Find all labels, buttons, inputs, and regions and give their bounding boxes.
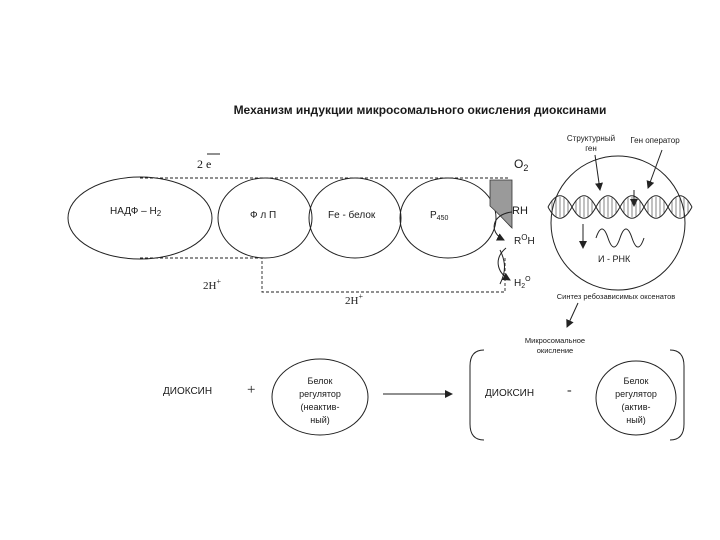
operator-gene-label: Ген оператор	[630, 136, 680, 145]
dioxin-left-label: ДИОКСИН	[163, 386, 213, 397]
inactive-regulator-line1: Белок	[307, 376, 333, 386]
mrna-wave	[596, 229, 644, 247]
proton-path	[140, 258, 505, 292]
active-site-wedge	[490, 180, 512, 228]
oxygen-uptake-curve	[500, 250, 505, 284]
oxygen-label: $O_2$	[514, 157, 529, 173]
protons-bottom-label: 2H+	[345, 292, 363, 307]
microsomal-oxidation-line1: Микросомальное	[524, 336, 586, 345]
complex-bond-dash: -	[567, 383, 572, 398]
active-regulator-line1: Белок	[623, 376, 649, 386]
mrna-label: И - РНК	[598, 254, 631, 264]
nadph-ellipse	[68, 177, 212, 259]
dna-strand-2	[548, 196, 692, 219]
cytochrome-p450-label: $Р_{450}$	[430, 210, 449, 222]
inactive-regulator-line2: регулятор	[299, 389, 341, 399]
inactive-regulator-line4: ный)	[310, 415, 330, 425]
diagram-title: Механизм индукции микросомального окисления диоксинами	[233, 103, 607, 117]
flavoprotein-label: Ф л П	[250, 210, 277, 221]
structural-gene-label-line1: Структурный	[566, 134, 616, 143]
complex-left-bracket	[470, 350, 484, 440]
iron-protein-label: Fe - белок	[328, 210, 376, 221]
product-water: $H_2^O$	[514, 276, 531, 290]
product-roh: $R^OH$	[514, 233, 535, 247]
active-regulator-line4: ный)	[626, 415, 646, 425]
microsomal-oxidation-line2: окисление	[536, 346, 574, 355]
synthesis-label: Синтез ребозависимых оксенатов	[556, 292, 676, 301]
dioxin-right-label: ДИОКСИН	[485, 388, 535, 399]
complex-right-bracket	[670, 350, 684, 440]
protons-left-label: 2H+	[203, 277, 221, 292]
inactive-regulator-line3: (неактив-	[300, 402, 340, 412]
substrate-rh: RH	[512, 205, 528, 217]
plus-sign: +	[247, 382, 256, 398]
nadph-label: НАДФ – $Н_2$	[110, 206, 162, 218]
structural-gene-label-line2: ген	[585, 144, 597, 153]
active-regulator-line2: регулятор	[615, 389, 657, 399]
cell-nucleus-circle	[551, 156, 685, 290]
structural-gene-arrow	[595, 155, 600, 190]
operator-gene-arrow	[648, 150, 662, 188]
electrons-label: 2 e	[197, 157, 212, 171]
synthesis-arrow	[567, 303, 578, 327]
active-regulator-line3: (актив-	[621, 402, 651, 412]
